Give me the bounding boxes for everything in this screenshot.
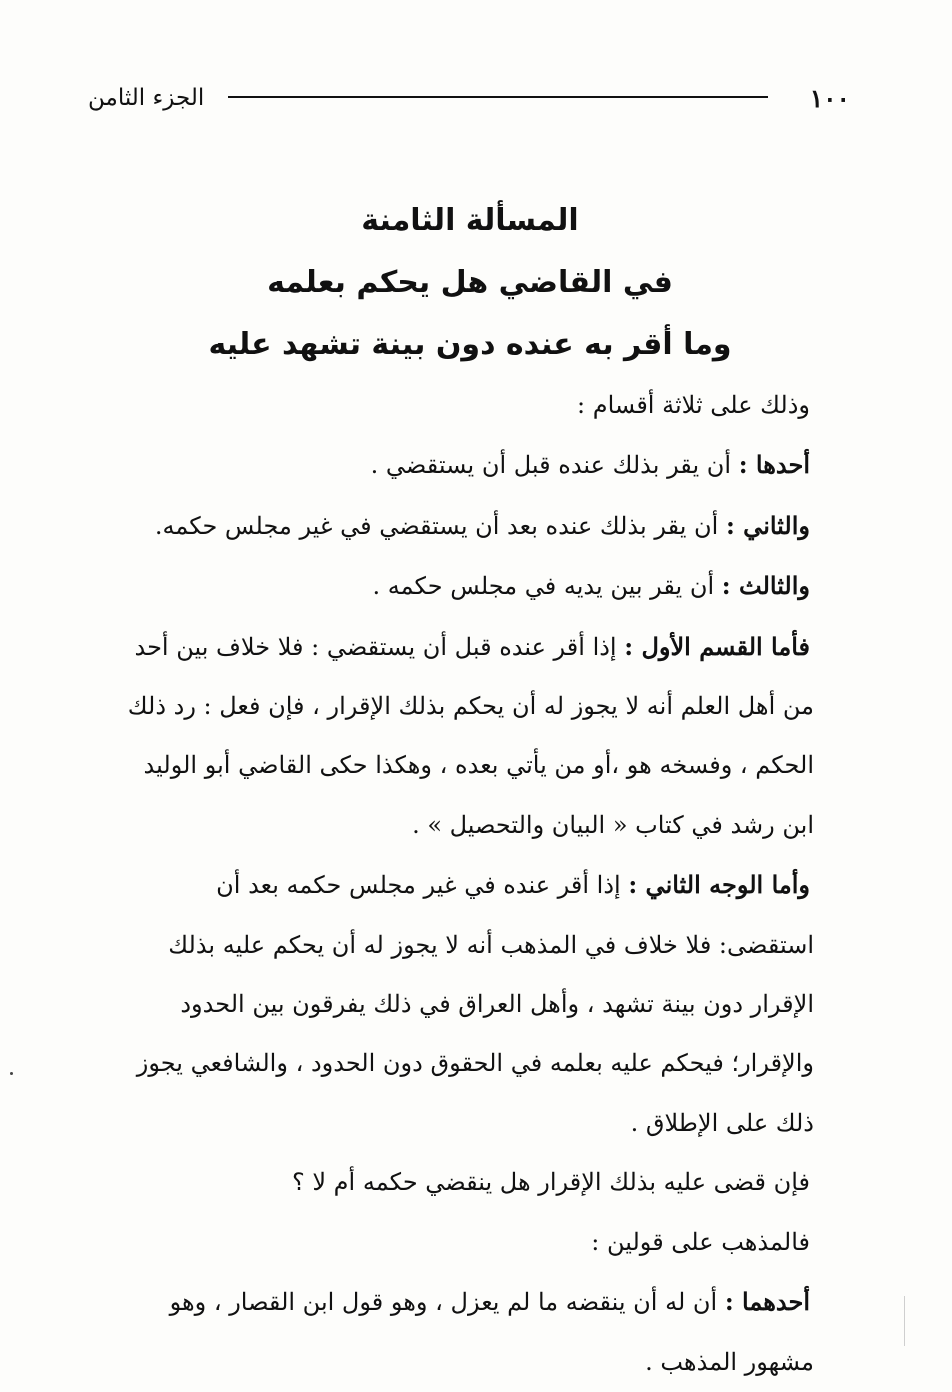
- text-line: الإقرار دون بينة تشهد ، وأهل العراق في ذلك يفرقون بين الحدود: [180, 990, 814, 1019]
- lead-term: أحدها :: [738, 450, 810, 480]
- header-rule: [228, 96, 768, 98]
- text-line: فأما القسم الأول : إذا أقر عنده قبل أن يستقضي : فلا خلاف بين أحد: [134, 631, 810, 661]
- text-line: والثاني : أن يقر بذلك عنده بعد أن يستقضي في غير مجلس حكمه.: [154, 510, 810, 540]
- text-line: ذلك على الإطلاق .: [630, 1108, 814, 1137]
- text-line: والثالث : أن يقر بين يديه في مجلس حكمه .: [372, 571, 810, 601]
- text-line: أحدهما : أن له أن ينقضه ما لم يعزل ، وهو قول ابن القصار ، وهو: [169, 1287, 810, 1317]
- lead-term: والثالث :: [721, 571, 810, 601]
- text-line: وأما الوجه الثاني : إذا أقر عنده في غير مجلس حكمه بعد أن: [216, 870, 810, 900]
- text-line: أحدها : أن يقر بذلك عنده قبل أن يستقضي .: [370, 450, 810, 480]
- text-line: وذلك على ثلاثة أقسام :: [577, 391, 810, 419]
- text-line: فإن قضى عليه بذلك الإقرار هل ينقضي حكمه أم لا ؟: [291, 1168, 810, 1197]
- lead-term: أحدهما :: [724, 1287, 810, 1317]
- text-line: ابن رشد في كتاب « البيان والتحصيل » .: [412, 810, 814, 839]
- chapter-titles: [80, 190, 860, 376]
- lead-term: فأما القسم الأول :: [624, 631, 810, 661]
- lead-term: وأما الوجه الثاني :: [628, 870, 810, 900]
- text-line: الحكم ، وفسخه هو ،أو من يأتي بعده ، وهكذا حكى القاضي أبو الوليد: [143, 751, 814, 780]
- text-line: مشهور المذهب .: [645, 1347, 814, 1376]
- scan-mark: [904, 1296, 905, 1346]
- chapter-subtitle: في القاضي هل يحكم بعلمه: [267, 265, 673, 300]
- scan-speck: [10, 1072, 13, 1075]
- running-header: [88, 78, 850, 118]
- chapter-title: المسألة الثامنة: [361, 203, 579, 238]
- text-line: والإقرار؛ فيحكم عليه بعلمه في الحقوق دون الحدود ، والشافعي يجوز: [136, 1049, 814, 1078]
- page-number: ١٠٠: [809, 83, 850, 113]
- body-text: [84, 376, 814, 1392]
- lead-term: والثاني :: [725, 510, 810, 540]
- chapter-subtitle-2: وما أقر به عنده دون بينة تشهد عليه: [208, 327, 732, 362]
- text-line: فالمذهب على قولين :: [591, 1227, 810, 1256]
- text-line: من أهل العلم أنه لا يجوز له أن يحكم بذلك الإقرار ، فإن فعل : رد ذلك: [127, 692, 814, 721]
- text-line: استقضى: فلا خلاف في المذهب أنه لا يجوز له أن يحكم عليه بذلك: [168, 930, 814, 959]
- part-title: الجزء الثامن: [88, 85, 205, 111]
